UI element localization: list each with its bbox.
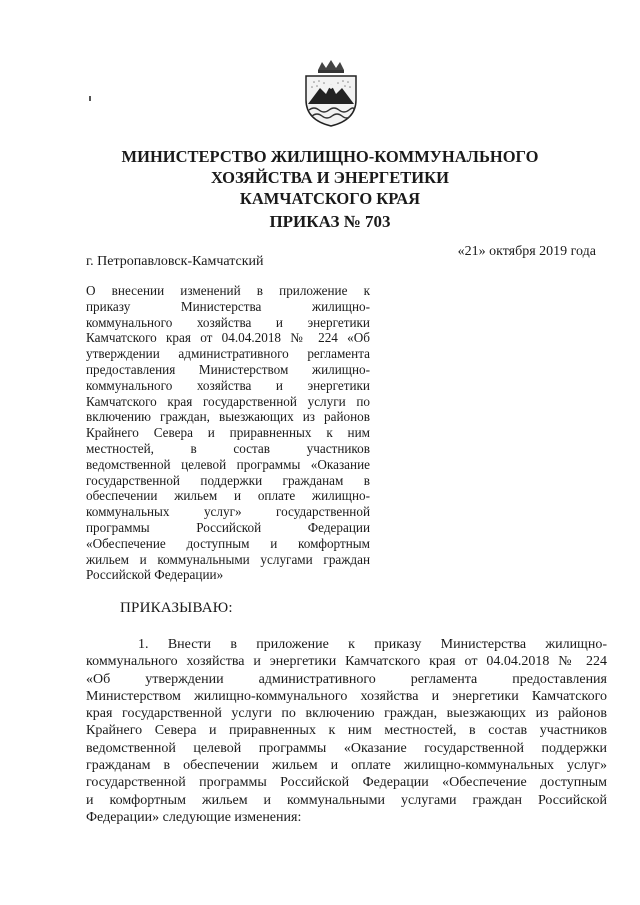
subject-line: обеспечении жильем и оплате жилищно-	[86, 488, 370, 504]
subject-line: Крайнего Севера и приравненных к ним	[86, 425, 370, 441]
item-line: гражданам в обеспечении жильем и оплате жилищно-коммунальных услуг»	[86, 758, 607, 774]
subject-line: включению граждан, выезжающих из районов	[86, 409, 370, 425]
item-line: ведомственной целевой программы «Оказание государственной поддержки	[86, 740, 607, 756]
item-line: Крайнего Севера и приравненных к ним местностей, в состав участников	[86, 723, 607, 739]
subject-line: ведомственной целевой программы «Оказание	[86, 456, 370, 472]
subject-line: жильем и коммунальными услугами граждан	[86, 551, 370, 567]
ministry-title-line-2: ХОЗЯЙСТВА И ЭНЕРГЕТИКИ	[211, 168, 449, 187]
subject-line: «Обеспечение доступным и комфортным	[86, 535, 370, 551]
subject-line: государственной поддержки гражданам в	[86, 472, 370, 488]
subject-line: коммунальных услуг» государственной	[86, 504, 370, 520]
item-line: государственной программы Российской Федерации «Обеспечение доступным	[86, 775, 607, 791]
ministry-title	[60, 146, 600, 209]
subject-line: коммунального хозяйства и энергетики	[86, 377, 370, 393]
order-subject	[86, 283, 370, 583]
scan-mark	[89, 96, 91, 101]
subject-line: Камчатского края от 04.04.2018 № 224 «Об	[86, 330, 370, 346]
item-line: Федерации» следующие изменения:	[86, 809, 302, 825]
subject-line: программы Российской Федерации	[86, 519, 370, 535]
subject-line: Российской Федерации»	[86, 567, 224, 583]
order-item-1	[86, 636, 607, 826]
ministry-title-line-3: КАМЧАТСКОГО КРАЯ	[239, 189, 421, 208]
city: г. Петропавловск-Камчатский	[86, 254, 264, 269]
item-line: 1. Внести в приложение к приказу Министерства жилищно-	[138, 637, 607, 652]
subject-line: предоставления Министерством жилищно-	[86, 361, 370, 377]
order-date: «21» октября 2019 года	[457, 244, 596, 259]
item-line: Министерством жилищно-коммунального хозяйства и энергетики Камчатского	[86, 688, 607, 704]
subject-line: утверждении административного регламента	[86, 346, 370, 362]
subject-line: приказу Министерства жилищно-	[86, 298, 370, 314]
subject-line: Камчатского края государственной услуги по	[86, 393, 370, 409]
subject-line: О внесении изменений в приложение к	[86, 283, 370, 298]
kamchatka-coat-of-arms-icon	[300, 60, 362, 128]
ministry-title-line-1: МИНИСТЕРСТВО ЖИЛИЩНО-КОММУНАЛЬНОГО	[121, 147, 539, 166]
item-line: «Об утверждении административного регламента предоставления	[86, 671, 607, 687]
item-line: края государственной услуги по включению граждан, выезжающих из районов	[86, 706, 607, 722]
subject-line: коммунального хозяйства и энергетики	[86, 314, 370, 330]
subject-line: местностей, в состав участников	[86, 440, 370, 456]
item-line: и комфортным жильем и коммунальными услугами граждан Российской	[86, 792, 607, 808]
order-verb: ПРИКАЗЫВАЮ:	[120, 600, 233, 616]
item-line: коммунального хозяйства и энергетики Камчатского края от 04.04.2018 № 224	[86, 654, 607, 670]
order-title: ПРИКАЗ № 703	[269, 212, 391, 231]
